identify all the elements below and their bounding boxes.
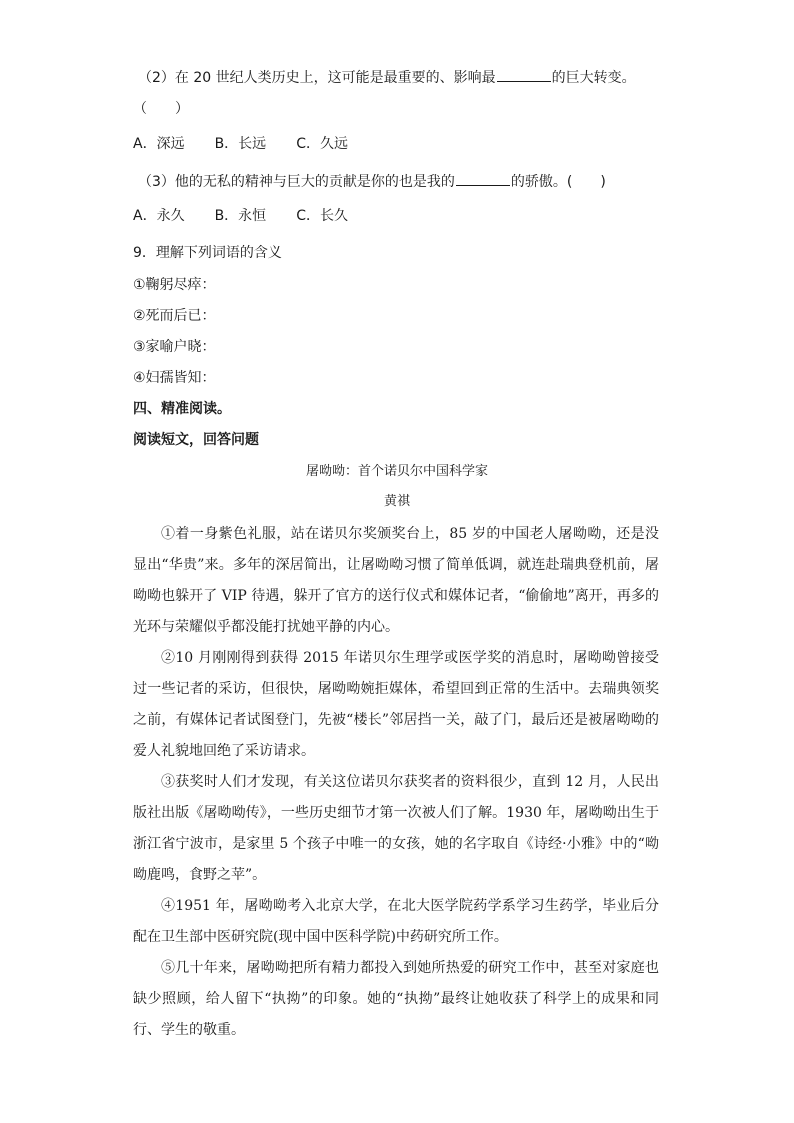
q9-item-2: ②死而后已： [133,308,216,324]
q3-options [133,207,378,225]
q3-blank[interactable] [456,172,510,186]
q2-stem [138,68,636,87]
q9-item-1: ①鞠躬尽瘁： [133,277,216,293]
article-title: 屠呦呦：首个诺贝尔中国科学家 [305,464,488,479]
section-heading: 四、精准阅读。 [133,401,231,417]
q3-stem [138,172,606,191]
q3-option-a[interactable]: A．永久 [133,208,185,224]
q2-answer-paren: （ ） [133,101,189,117]
q2-option-a[interactable]: A．深远 [133,136,185,152]
q2-stem-after: 的巨大转变。 [551,70,636,86]
article-paragraph-2: ②10 月刚刚得到获得 2015 年诺贝尔生理学或医学奖的消息时，屠呦呦曾接受过一些记者的采访，但很快，屠呦呦婉拒媒体，希望回到正常的生活中。去瑞典领奖之前，有媒体记者试图登门，先被“楼长”邻居挡一关，敲了门，最后还是被屠呦呦的爱人礼貌地回绝了采访请求。 [133,650,659,759]
q3-stem-after: 的骄傲。( ) [510,174,606,190]
q3-option-b[interactable]: B．永恒 [214,208,267,224]
article-paragraph-5: ⑤几十年来，屠呦呦把所有精力都投入到她所热爱的研究工作中，甚至对家庭也缺少照顾，给人留下“执拗”的印象。她的“执拗”最终让她收获了科学上的成果和同行、学生的敬重。 [133,960,659,1038]
article-author: 黄祺 [383,494,410,509]
q2-blank[interactable] [497,68,551,82]
q3-option-c[interactable]: C．长久 [296,208,348,224]
reading-instruction: 阅读短文，回答问题 [133,432,259,448]
article-paragraph-1: ①着一身紫色礼服，站在诺贝尔奖颁奖台上，85 岁的中国老人屠呦呦，还是没显出“华贵”来。多年的深居简出，让屠呦呦习惯了简单低调，就连赴瑞典登机前，屠呦呦也躲开了 VIP 待遇，躲开了官方的送行仪式和媒体记者，“偷偷地”离开，再多的光环与荣耀似乎都没能打扰她平静的内心。 [133,526,659,635]
q3-stem-before: （3）他的无私的精神与巨大的贡献是你的也是我的 [138,174,455,190]
q2-stem-before: （2）在 20 世纪人类历史上，这可能是最重要的、影响最 [138,70,496,86]
q9-item-3: ③家喻户晓： [133,339,216,355]
q2-option-b[interactable]: B．长远 [214,136,267,152]
q9-title: 9．理解下列词语的含义 [133,245,282,261]
article-paragraph-4: ④1951 年，屠呦呦考入北京大学，在北大医学院药学系学习生药学，毕业后分配在卫生部中医研究院(现中国中医科学院)中药研究所工作。 [133,898,659,945]
q9-item-4: ④妇孺皆知： [133,370,216,386]
q2-option-c[interactable]: C．久远 [296,136,348,152]
article-paragraph-3: ③获奖时人们才发现，有关这位诺贝尔获奖者的资料很少，直到 12 月，人民出版社出版《屠呦呦传》，一些历史细节才第一次被人们了解。1930 年，屠呦呦出生于浙江省宁波市，是家里 5 个孩子中唯一的女孩，她的名字取自《诗经·小雅》中的“呦呦鹿鸣，食野之苹”。 [133,774,659,883]
q2-options [133,135,378,153]
